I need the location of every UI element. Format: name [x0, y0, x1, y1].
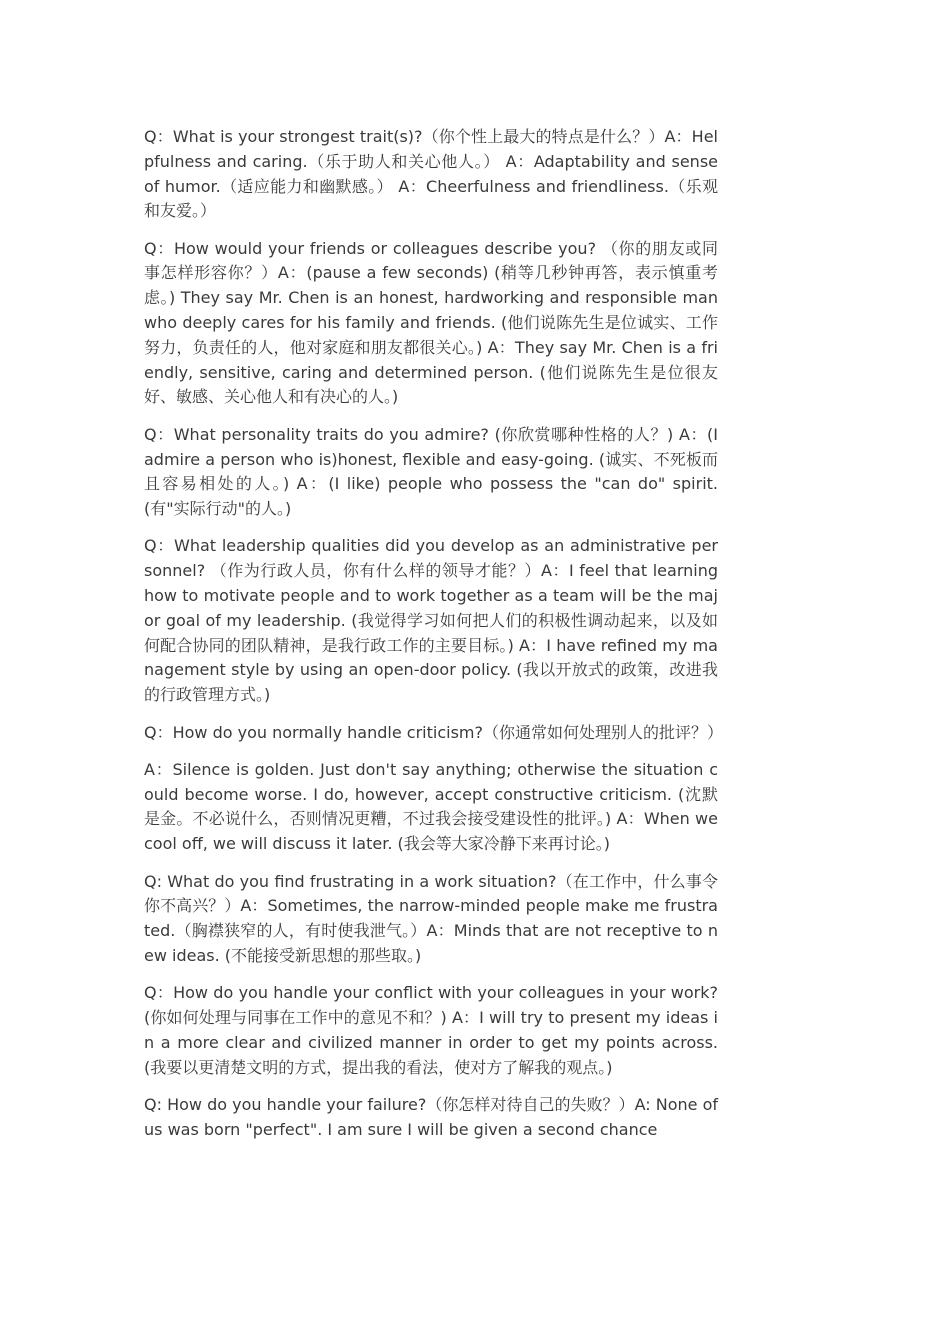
qa-paragraph-frustrating: Q: What do you find frustrating in a work situation?（在工作中，什么事令你不高兴？）A：Sometimes, the narrow-minded people make me frustrated.（胸襟狭窄的人，有时使我泄气。）A：Minds that are not receptive to new ideas. (不能接受新思想的那些取。)	[144, 871, 718, 965]
document-page	[144, 125, 723, 1155]
qa-paragraph-criticism-answer: A：Silence is golden. Just don't say anything; otherwise the situation could become worse. I do, however, accept constructive criticism. (沈默是金。不必说什么，否则情况更糟，不过我会接受建设性的批评。) A：When we cool off, we will discuss it later. (我会等大家冷静下来再讨论。)	[144, 759, 718, 854]
qa-paragraph-conflict: Q：How do you handle your conflict with your colleagues in your work? (你如何处理与同事在工作中的意见不和？) A：I will try to present my ideas in a more clear and civilized manner in order to get my points across. (我要以更清楚文明的方式，提出我的看法，使对方了解我的观点。)	[144, 983, 718, 1077]
qa-paragraph-personality-traits: Q：What personality traits do you admire? (你欣赏哪种性格的人？) A：(I admire a person who is)honest, flexible and easy-going. (诚实、不死板而且容易相处的人。) A：(I like) people who possess the "can do" spirit. (有"实际行动"的人。)	[144, 424, 718, 519]
qa-paragraph-failure: Q: How do you handle your failure?（你怎样对待自己的失败？）A: None of us was born "perfect". I am sure I will be given a second chance	[144, 1094, 718, 1139]
qa-paragraph-strongest-trait: Q：What is your strongest trait(s)?（你个性上最大的特点是什么？）A：Helpfulness and caring.（乐于助人和关心他人。） A：Adaptability and sense of humor.（适应能力和幽默感。） A：Cheerfulness and friendliness.（乐观和友爱。）	[144, 127, 718, 221]
qa-paragraph-friends-describe: Q：How would your friends or colleagues describe you? （你的朋友或同事怎样形容你？）A：(pause a few seconds) (稍等几秒钟再答，表示慎重考虑。) They say Mr. Chen is an honest, hardworking and responsible man who deeply cares for his family and friends. (他们说陈先生是位诚实、工作努力，负责任的人，他对家庭和朋友都很关心。) A：They say Mr. Chen is a friendly, sensitive, caring and determined person. (他们说陈先生是位很友好、敏感、关心他人和有决心的人。)	[144, 238, 718, 407]
qa-paragraph-leadership-qualities: Q：What leadership qualities did you develop as an administrative personnel? （作为行政人员，你有什么样的领导才能？）A：I feel that learning how to motivate people and to work together as a team will be the major goal of my leadership. (我觉得学习如何把人们的积极性调动起来，以及如何配合协同的团队精神，是我行政工作的主要目标。) A：I have refined my management style by using an open-door policy. (我以开放式的政策，改进我的行政管理方式。)	[144, 536, 718, 705]
qa-paragraph-criticism-question: Q：How do you normally handle criticism?（你通常如何处理别人的批评？）	[144, 722, 723, 742]
